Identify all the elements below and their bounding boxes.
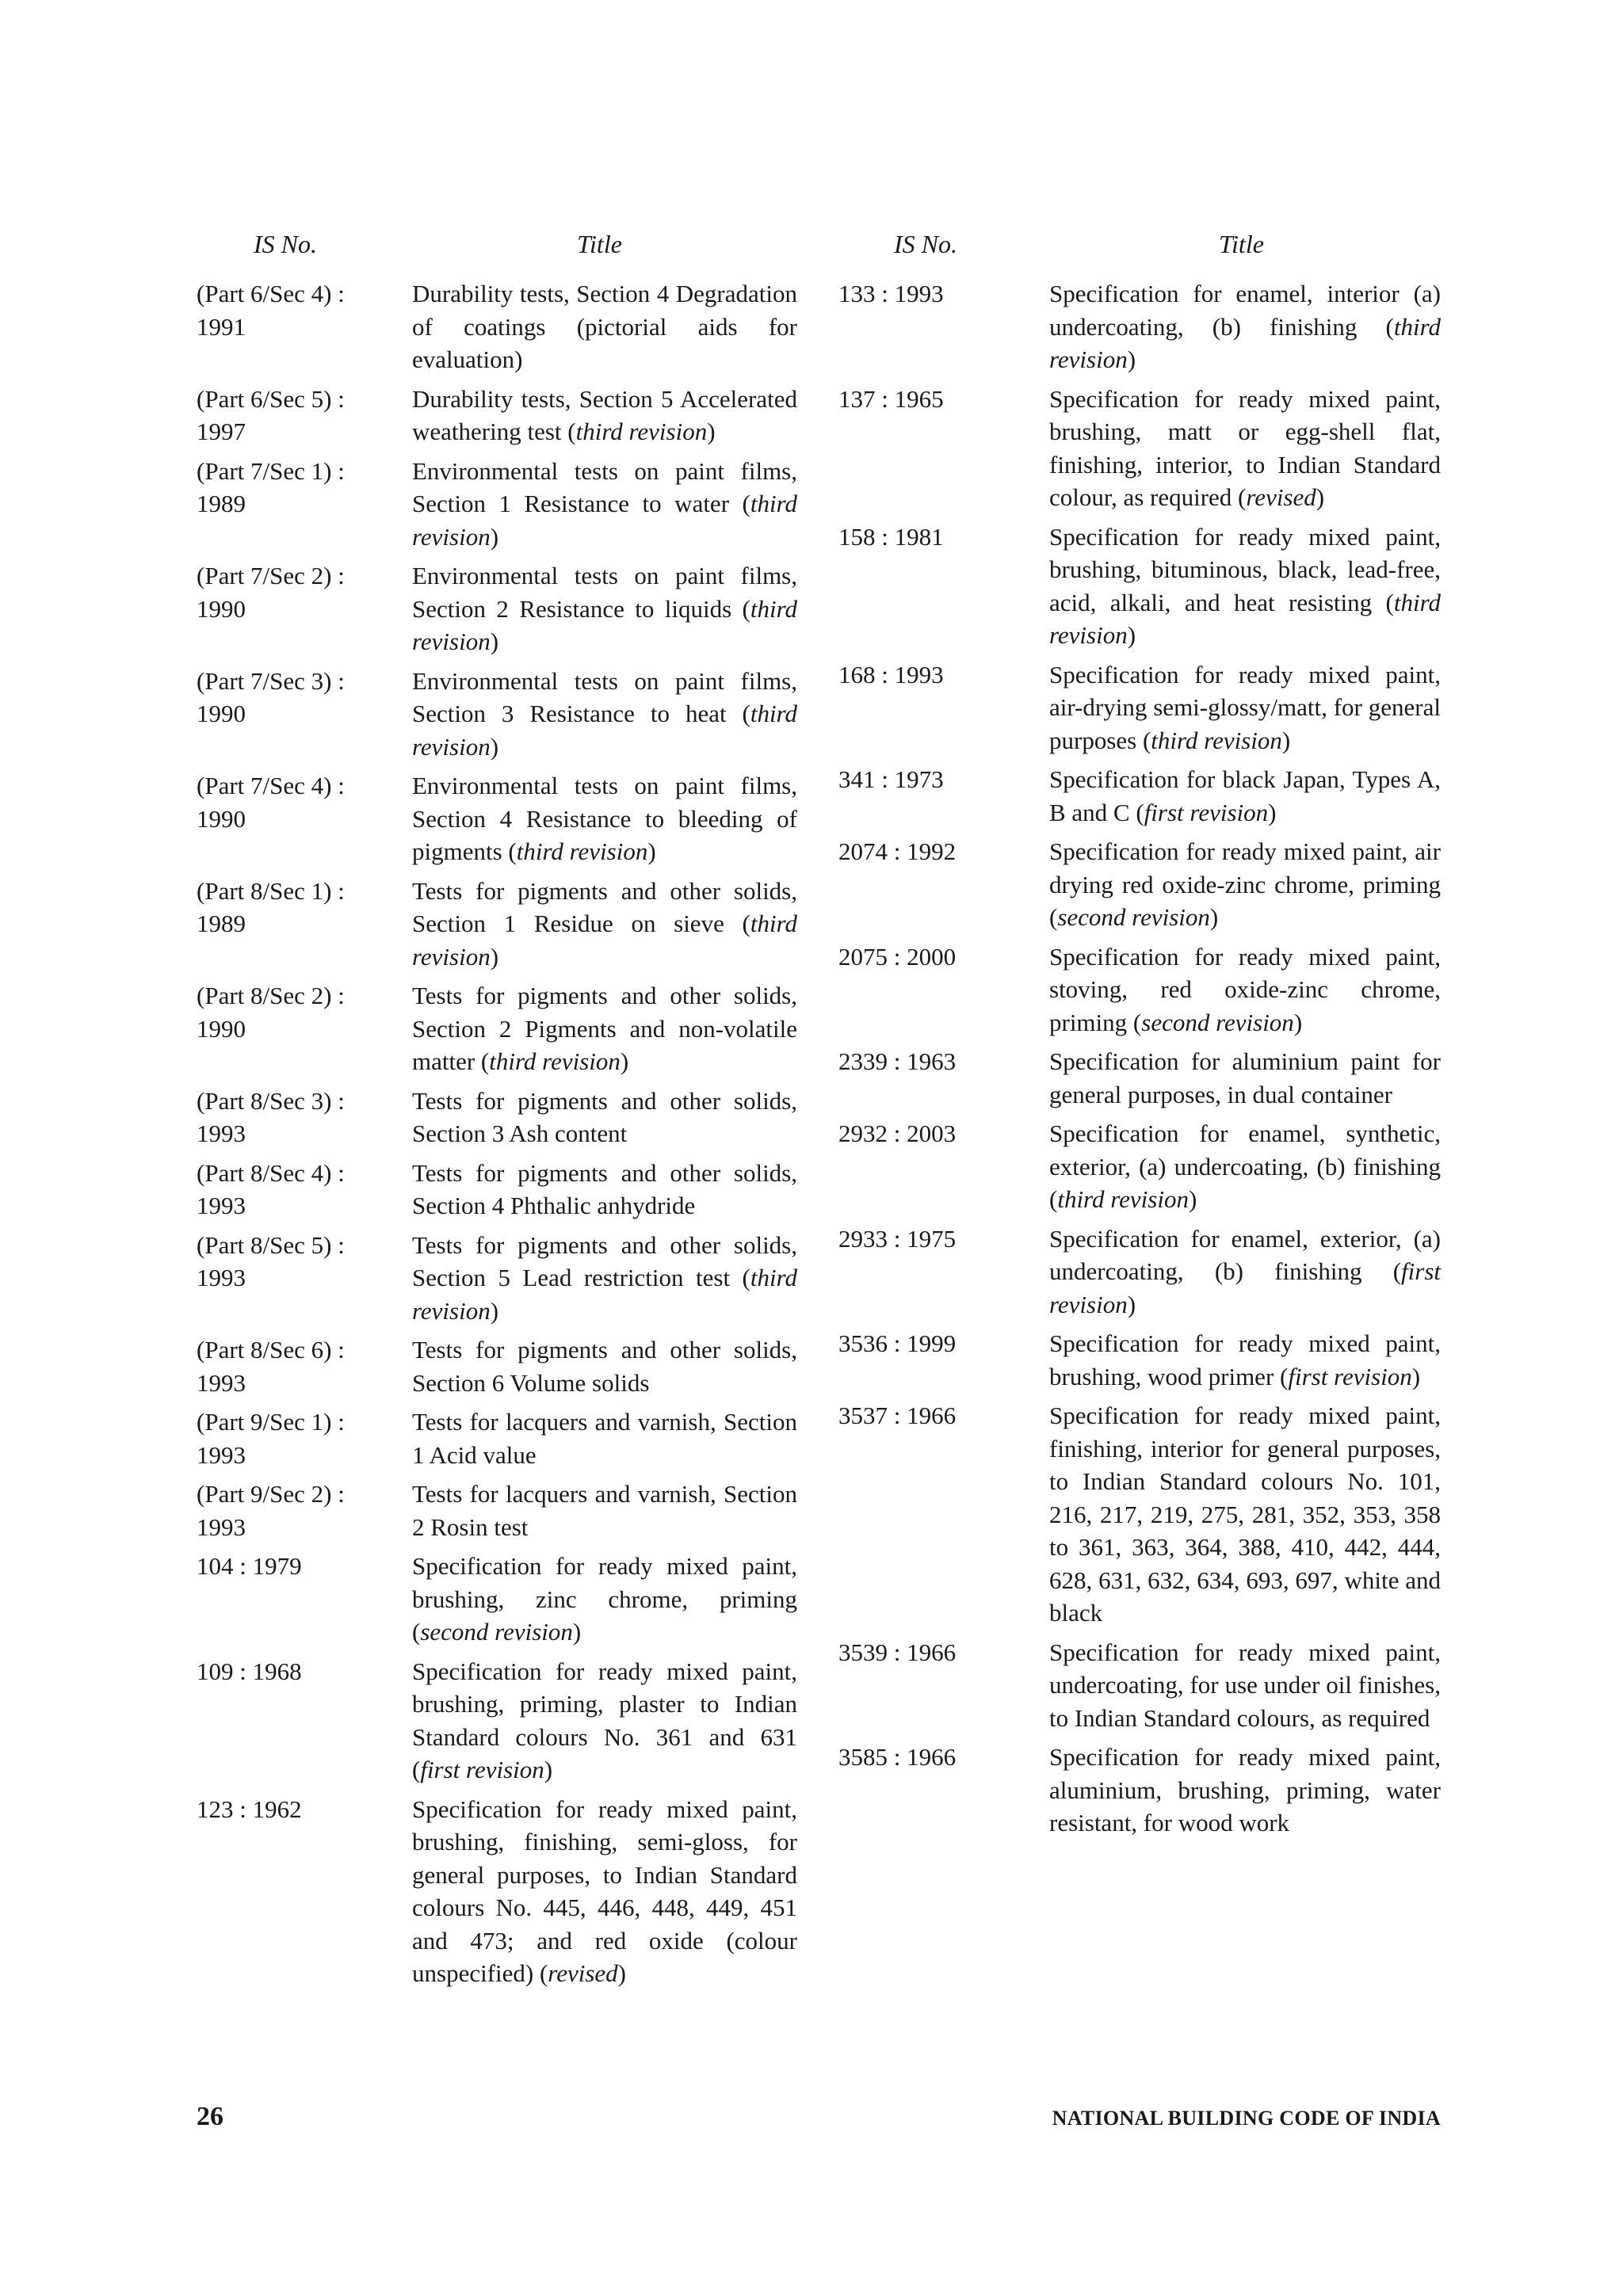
standard-title <box>412 1478 797 1543</box>
title-text: Specification for black Japan, Types A, B and C ( <box>1049 765 1441 826</box>
standard-title: Tests for pigments and other solids, Section 2 Pigments and non-volatile matter (third revision) <box>412 982 797 1075</box>
standard-title: Specification for ready mixed paint, brushing, wood primer (first revision) <box>1049 1329 1441 1390</box>
standard-title: Specification for ready mixed paint, air-drying semi-glossy/matt, for general purposes (third revision) <box>1049 660 1441 754</box>
revision-note: third revision <box>412 910 797 971</box>
is-number: 137 : 1965 <box>838 384 944 413</box>
standard-title <box>412 1085 797 1150</box>
standard-entry <box>197 875 807 974</box>
standard-entry <box>838 658 1441 757</box>
is-number: 133 : 1993 <box>838 280 944 307</box>
title-text: Specification for aluminium paint for general purposes, in dual container <box>1049 1047 1441 1108</box>
is-no-heading: IS No. <box>894 230 957 258</box>
standard-title: Environmental tests on paint films, Section 2 Resistance to liquids (third revision) <box>412 562 797 655</box>
standard-entry <box>197 979 807 1078</box>
is-number: (Part 8/Sec 1) : 1989 <box>197 876 345 937</box>
standard-title: Specification for ready mixed paint, brushing, bituminous, black, lead-free, acid, alkali, and heat resisting (third revision) <box>1049 522 1441 649</box>
is-number: (Part 8/Sec 6) : 1993 <box>197 1336 345 1397</box>
is-number: (Part 7/Sec 3) : 1990 <box>197 666 345 727</box>
revision-note: revised <box>1246 483 1316 511</box>
title-text: Tests for pigments and other solids, Section 2 Pigments and non-volatile matter ( <box>412 982 797 1075</box>
is-number: 158 : 1981 <box>838 522 944 551</box>
title-text: Durability tests, Section 4 Degradation of coatings (pictorial aids for evaluation) <box>412 280 797 373</box>
is-number: 109 : 1968 <box>197 1657 302 1685</box>
title-text: Tests for pigments and other solids, Section 6 Volume solids <box>412 1336 797 1397</box>
title-text: Durability tests, Section 5 Accelerated weathering test ( <box>412 384 797 445</box>
is-number: 2339 : 1963 <box>838 1047 957 1075</box>
title-text: Specification for enamel, interior (a) undercoating, (b) finishing ( <box>1049 280 1441 341</box>
revision-note: third revision <box>1151 726 1282 754</box>
is-number: 3536 : 1999 <box>838 1329 957 1357</box>
standard-title <box>1049 1045 1441 1111</box>
is-number: 168 : 1993 <box>838 660 944 688</box>
standard-entry <box>838 1636 1441 1735</box>
revision-note: third revision <box>412 1264 797 1325</box>
standard-title <box>1049 1636 1441 1735</box>
is-number: (Part 8/Sec 5) : 1993 <box>197 1230 345 1291</box>
is-number: (Part 8/Sec 2) : 1990 <box>197 982 345 1043</box>
column-header <box>197 230 807 277</box>
standard-title <box>1049 1741 1441 1840</box>
standard-entry <box>838 1399 1441 1630</box>
revision-note: second revision <box>1141 1008 1294 1036</box>
revision-note: third revision <box>1057 1185 1189 1213</box>
is-number: 2075 : 2000 <box>838 942 957 971</box>
left-column <box>197 230 807 1997</box>
revision-note: first revision <box>1049 1257 1441 1318</box>
title-text: Specification for ready mixed paint, undercoating, for use under oil finishes, to Indian Standard colours, as required <box>1049 1638 1441 1732</box>
title-text: Specification for ready mixed paint, stoving, red oxide-zinc chrome, priming ( <box>1049 942 1441 1036</box>
revision-note: third revision <box>575 418 708 445</box>
standard-title: Specification for ready mixed paint, brushing, finishing, semi-gloss, for general purposes, to Indian Standard colours No. 445, 446, 448, 449, 451 and 473; and red oxide (colour unspecified) (revised) <box>412 1794 797 1987</box>
standard-entry <box>197 769 807 868</box>
title-text: Specification for ready mixed paint, air-drying semi-glossy/matt, for general purposes ( <box>1049 660 1441 754</box>
standard-title <box>412 1157 797 1222</box>
is-number: (Part 6/Sec 5) : 1997 <box>197 384 345 445</box>
standard-entry <box>838 383 1441 514</box>
revision-note: third revision <box>412 700 797 761</box>
standard-title <box>412 1405 797 1471</box>
revision-note: second revision <box>1057 903 1210 931</box>
page-footer <box>197 2102 1441 2134</box>
revision-note: third revision <box>1049 312 1441 373</box>
standard-title <box>412 1333 797 1399</box>
standard-title: Environmental tests on paint films, Section 1 Resistance to water (third revision) <box>412 456 797 551</box>
standard-entry <box>838 940 1441 1039</box>
standard-title: Specification for ready mixed paint, air drying red oxide-zinc chrome, priming (second revision) <box>1049 837 1441 931</box>
is-number: 123 : 1962 <box>197 1794 302 1823</box>
standard-entry <box>838 1045 1441 1111</box>
title-text: Tests for pigments and other solids, Section 3 Ash content <box>412 1086 797 1147</box>
standard-entry <box>838 1222 1441 1322</box>
standard-title: Specification for ready mixed paint, brushing, zinc chrome, priming (second revision) <box>412 1552 797 1646</box>
is-number: (Part 7/Sec 4) : 1990 <box>197 772 345 833</box>
title-text: Tests for pigments and other solids, Section 4 Phthalic anhydride <box>412 1158 797 1219</box>
title-text: Specification for ready mixed paint, air drying red oxide-zinc chrome, priming ( <box>1049 837 1441 931</box>
is-number: (Part 7/Sec 2) : 1990 <box>197 562 345 623</box>
is-number: (Part 8/Sec 3) : 1993 <box>197 1086 345 1147</box>
standard-entry <box>838 277 1441 376</box>
standard-entry <box>838 763 1441 829</box>
is-number: (Part 6/Sec 4) : 1991 <box>197 280 345 341</box>
standard-title: Tests for pigments and other solids, Section 1 Residue on sieve (third revision) <box>412 876 797 971</box>
title-text: Specification for ready mixed paint, brushing, finishing, semi-gloss, for general purposes, to Indian Standard colours No. 445, 446, 448, 449, 451 and 473; and red oxide (colour unspecified) ( <box>412 1794 797 1987</box>
title-text: Environmental tests on paint films, Section 4 Resistance to bleeding of pigments ( <box>412 772 797 865</box>
right-column <box>838 230 1441 1846</box>
title-text: Specification for ready mixed paint, brushing, zinc chrome, priming ( <box>412 1552 797 1646</box>
is-number: (Part 7/Sec 1) : 1989 <box>197 456 345 517</box>
is-number: 2933 : 1975 <box>838 1224 957 1253</box>
standard-title: Environmental tests on paint films, Section 3 Resistance to heat (third revision) <box>412 666 797 761</box>
is-number: (Part 8/Sec 4) : 1993 <box>197 1158 345 1219</box>
title-text: Specification for ready mixed paint, brushing, wood primer ( <box>1049 1329 1441 1390</box>
title-text: Specification for enamel, exterior, (a) undercoating, (b) finishing ( <box>1049 1224 1441 1285</box>
standard-title <box>412 277 797 376</box>
revision-note: third revision <box>489 1047 621 1075</box>
revision-note: first revision <box>1144 798 1269 826</box>
revision-note: third revision <box>412 490 797 551</box>
standard-title: Specification for ready mixed paint, stoving, red oxide-zinc chrome, priming (second revision) <box>1049 942 1441 1036</box>
title-text: Tests for pigments and other solids, Section 1 Residue on sieve ( <box>412 876 797 937</box>
revision-note: third revision <box>516 837 648 865</box>
is-number: 3585 : 1966 <box>838 1743 957 1771</box>
title-text: Tests for lacquers and varnish, Section 2 Rosin test <box>412 1480 797 1541</box>
is-number: 3539 : 1966 <box>838 1638 957 1666</box>
revision-note: first revision <box>420 1756 544 1783</box>
standard-entry <box>838 835 1441 934</box>
is-number: 341 : 1973 <box>838 765 944 793</box>
standard-entry <box>197 1550 807 1649</box>
standard-entry <box>197 1229 807 1328</box>
is-number: 104 : 1979 <box>197 1552 302 1580</box>
revision-note: third revision <box>1049 588 1441 649</box>
standard-title: Specification for black Japan, Types A, B and C (first revision) <box>1049 765 1441 826</box>
revision-note: first revision <box>1288 1362 1412 1390</box>
standard-entry <box>197 1405 807 1471</box>
standard-entry <box>838 1741 1441 1840</box>
is-number: 3537 : 1966 <box>838 1402 957 1429</box>
standard-entry <box>197 383 807 448</box>
standard-title: Specification for ready mixed paint, brushing, matt or egg-shell flat, finishing, interior, to Indian Standard colour, as required (revised) <box>1049 384 1441 511</box>
standard-entry <box>197 1157 807 1222</box>
title-text: Environmental tests on paint films, Section 2 Resistance to liquids ( <box>412 562 797 623</box>
standard-entry <box>197 277 807 376</box>
is-number: 2932 : 2003 <box>838 1119 957 1147</box>
is-number: (Part 9/Sec 2) : 1993 <box>197 1480 345 1541</box>
title-text: Tests for lacquers and varnish, Section 1 Acid value <box>412 1408 797 1469</box>
standard-title: Specification for enamel, synthetic, exterior, (a) undercoating, (b) finishing (third revision) <box>1049 1119 1441 1213</box>
is-number: 2074 : 1992 <box>838 837 957 865</box>
standard-title: Environmental tests on paint films, Section 4 Resistance to bleeding of pigments (third revision) <box>412 772 797 865</box>
page-number: 26 <box>197 2102 223 2131</box>
standards-list <box>197 277 807 1990</box>
title-text: Specification for ready mixed paint, brushing, matt or egg-shell flat, finishing, interior, to Indian Standard colour, as required ( <box>1049 384 1441 511</box>
title-text: Tests for pigments and other solids, Section 5 Lead restriction test ( <box>412 1230 797 1291</box>
title-text: Specification for enamel, synthetic, exterior, (a) undercoating, (b) finishing ( <box>1049 1119 1441 1213</box>
revision-note: second revision <box>420 1618 573 1646</box>
revision-note: revised <box>548 1959 618 1987</box>
standard-entry <box>838 1327 1441 1393</box>
standard-entry <box>197 455 807 554</box>
standard-entry <box>197 1333 807 1399</box>
revision-note: third revision <box>412 594 797 655</box>
running-title: NATIONAL BUILDING CODE OF INDIA <box>1052 2107 1441 2130</box>
column-header <box>838 230 1441 277</box>
standard-title: Tests for pigments and other solids, Section 5 Lead restriction test (third revision) <box>412 1230 797 1325</box>
standard-title: Specification for enamel, exterior, (a) undercoating, (b) finishing (first revision) <box>1049 1224 1441 1318</box>
title-heading: Title <box>577 230 622 258</box>
title-heading: Title <box>1219 230 1264 258</box>
standard-entry <box>197 1793 807 1990</box>
standard-entry <box>838 1117 1441 1216</box>
standard-entry <box>197 1478 807 1543</box>
is-no-heading: IS No. <box>254 230 317 258</box>
standard-entry <box>197 1085 807 1150</box>
title-text: Specification for ready mixed paint, finishing, interior for general purposes, to Indian Standard colours No. 101, 216, 217, 219, 275, 281, 352, 353, 358 to 361, 363, 364, 388, 410, 442, 444, 628, 631, 632, 634, 693, 697, white and black <box>1049 1402 1441 1627</box>
title-text: Specification for ready mixed paint, brushing, bituminous, black, lead-free, acid, alkali, and heat resisting ( <box>1049 522 1441 616</box>
title-text: Environmental tests on paint films, Section 1 Resistance to water ( <box>412 456 797 517</box>
title-text: Specification for ready mixed paint, brushing, priming, plaster to Indian Standard colours No. 361 and 631 ( <box>412 1657 797 1783</box>
standard-entry <box>197 665 807 764</box>
standard-title: Durability tests, Section 5 Accelerated weathering test (third revision) <box>412 384 797 445</box>
title-text: Specification for ready mixed paint, aluminium, brushing, priming, water resistant, for wood work <box>1049 1743 1441 1836</box>
standard-entry <box>197 559 807 658</box>
standards-list <box>838 277 1441 1840</box>
standard-entry <box>838 521 1441 652</box>
standard-title: Specification for ready mixed paint, brushing, priming, plaster to Indian Standard colours No. 361 and 631 (first revision) <box>412 1657 797 1783</box>
standard-title: Specification for enamel, interior (a) undercoating, (b) finishing (third revision) <box>1049 280 1441 373</box>
standard-entry <box>197 1655 807 1787</box>
standard-title <box>1049 1399 1441 1630</box>
is-number: (Part 9/Sec 1) : 1993 <box>197 1408 345 1469</box>
title-text: Environmental tests on paint films, Section 3 Resistance to heat ( <box>412 666 797 727</box>
